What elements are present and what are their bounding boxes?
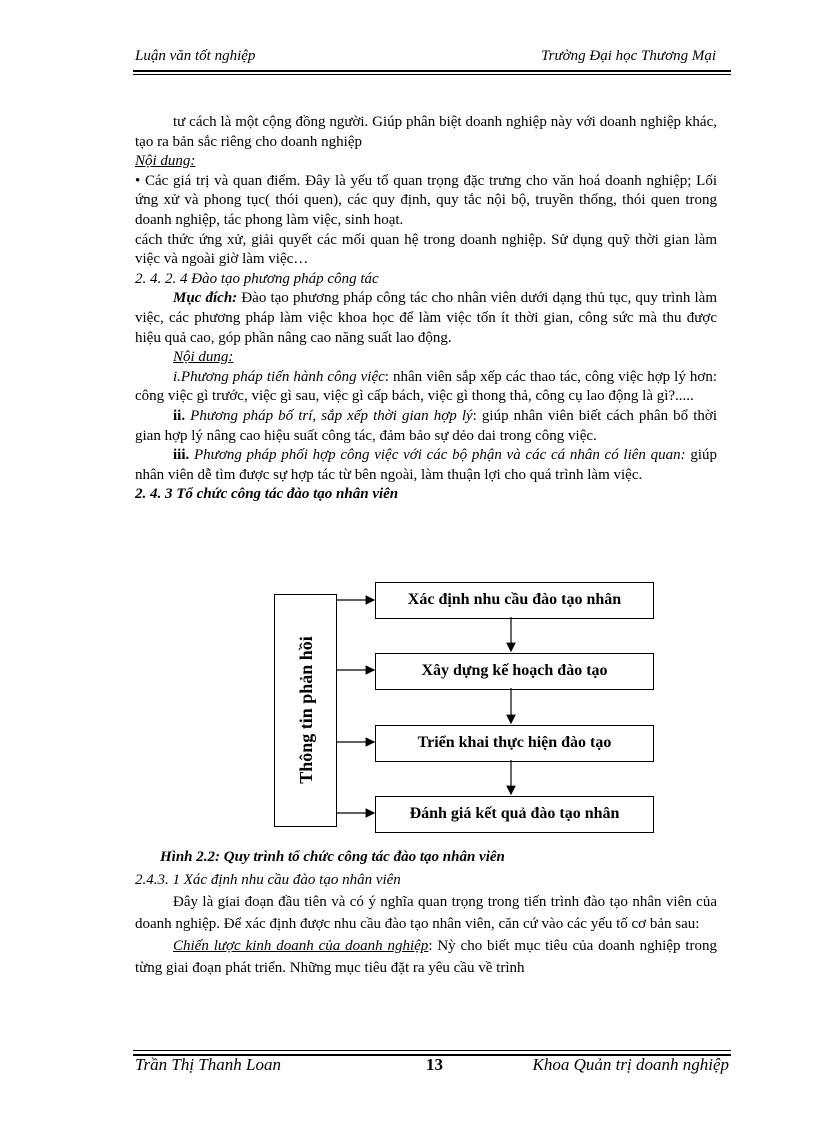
paragraph: Đây là giai đoạn đầu tiên và có ý nghĩa quan trọng trong tiến trình đào tạo nhân viên của doanh nghiệp. Để xác định được nhu cầu đào tạo nhân viên, căn cứ vào các yếu tố cơ bản sau: <box>135 894 717 932</box>
footer-department: Khoa Quản trị doanh nghiệp <box>532 1055 729 1074</box>
footer-author: Trần Thị Thanh Loan <box>135 1055 281 1074</box>
header-right: Trường Đại học Thương Mại <box>541 48 716 64</box>
paragraph: tư cách là một cộng đồng người. Giúp phân biệt doanh nghiệp này với doanh nghiệp khác, tạo ra bản sắc riêng cho doanh nghiệp <box>135 114 717 150</box>
list-item: iii. Phương pháp phối hợp công việc với các bộ phận và các cá nhân có liên quan: giúp nhân viên dễ tìm được sự hợp tác từ bên ngoài, làm thuận lợi cho quá trình làm việc. <box>135 447 717 483</box>
list-item: ii. Phương pháp bố trí, sắp xếp thời gian hợp lý: giúp nhân viên biết cách phân bổ thời gian hợp lý nâng cao hiệu suất công tác, đảm bảo sự dẻo dai trong công việc. <box>135 407 717 444</box>
section-heading: 2.4.3. 1 Xác định nhu cầu đào tạo nhân viên <box>135 872 401 888</box>
paragraph: cách thức ứng xử, giải quyết các mối quan hệ trong doanh nghiệp. Sử dụng quỹ thời gian làm việc và ngoài giờ làm việc… <box>135 231 717 268</box>
feedback-label: Thông tin phản hồi <box>296 636 316 784</box>
step-box-2: Xây dựng kế hoạch đào tạo <box>375 653 654 690</box>
section-heading: 2. 4. 3 Tổ chức công tác đào tạo nhân viên <box>135 486 399 503</box>
factor-label: Chiến lược kinh doanh của doanh nghiệp <box>173 938 429 954</box>
step-box-3: Triển khai thực hiện đào tạo <box>375 725 654 762</box>
page-body <box>135 113 717 505</box>
page-number: 13 <box>426 1055 443 1074</box>
page-body-lower <box>135 869 717 979</box>
process-diagram <box>273 580 655 842</box>
list-item-title: Phương pháp bố trí, sắp xếp thời gian hợp lý <box>185 407 473 424</box>
header-rule-thin <box>133 74 731 75</box>
header-left: Luận văn tốt nghiệp <box>135 48 256 64</box>
paragraph: Mục đích: Đào tạo phương pháp công tác cho nhân viên dưới dạng thủ tục, quy trình làm việc, các phương pháp làm việc khoa học để làm việc tốn ít thời gian, công sức mà thu được hiệu quả cao, góp phần nâng cao năng suất lao động. <box>135 290 717 346</box>
section-label: Nội dung: <box>135 153 196 170</box>
bullet-paragraph: • Các giá trị và quan điểm. Đây là yếu tố quan trọng đặc trưng cho văn hoá doanh nghiệp; Lối ứng xử và phong tục( thói quen), các quy định, quy tắc nội bộ, truyền thống, thói quen trong doanh nghiệp, tác phong làm việc, sinh hoạt. <box>135 172 717 228</box>
list-item: i.Phương pháp tiến hành công việc: nhân viên sắp xếp các thao tác, công việc hợp lý hơn: công việc gì trước, việc gì sau, việc gì cấp bách, việc gì thong thả, công cụ lao động là gì?..... <box>135 368 717 405</box>
section-label: Nội dung: <box>173 349 234 366</box>
paragraph: Chiến lược kinh doanh của doanh nghiệp: Nỳ cho biết mục tiêu của doanh nghiệp trong từng giai đoạn phát triển. Những mục tiêu đặt ra yêu cầu về trình <box>135 938 717 976</box>
purpose-label: Mục đích: <box>173 290 238 307</box>
section-heading: 2. 4. 2. 4 Đào tạo phương pháp công tác <box>135 270 379 287</box>
feedback-box <box>274 594 337 827</box>
footer-rule-thin <box>133 1050 731 1051</box>
header-rule <box>133 70 731 72</box>
figure-caption: Hình 2.2: Quy trình tổ chức công tác đào tạo nhân viên <box>160 849 505 865</box>
list-item-title: i.Phương pháp tiến hành công việc <box>173 368 385 385</box>
list-item-title: Phương pháp phối hợp công việc với các bộ phận và các cá nhân có liên quan: <box>189 447 686 464</box>
step-box-4: Đánh giá kết quả đào tạo nhân <box>375 796 654 833</box>
step-box-1: Xác định nhu cầu đào tạo nhân <box>375 582 654 619</box>
